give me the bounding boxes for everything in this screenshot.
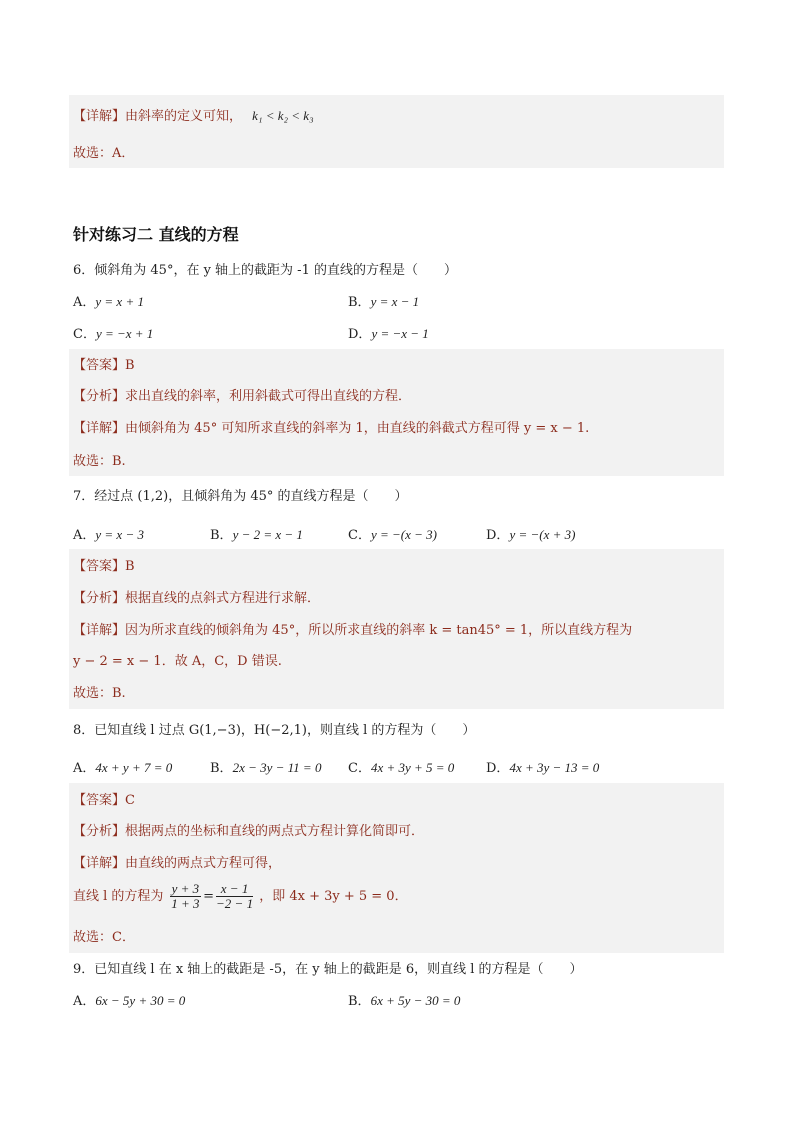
equation-suffix: ，即 4x + 3y + 5 = 0． (259, 889, 408, 904)
option-math: 2x − 3y − 11 = 0 (232, 760, 322, 775)
answer-q8 (73, 792, 135, 810)
option-math: 6x − 5y + 30 = 0 (95, 993, 186, 1008)
option-label: C． (348, 528, 371, 543)
option-math: 4x + y + 7 = 0 (95, 760, 173, 775)
option-math: y − 2 = x − 1 (232, 527, 303, 542)
option-math: y = x − 1 (370, 294, 420, 309)
detail-label: 【详解】 (73, 856, 126, 871)
question-stem-q8: 8．已知直线 l 过点 G(1,−3)，H(−2,1)，则直线 l 的方程为（ ） (73, 723, 476, 738)
option-label: A． (73, 994, 96, 1009)
detail-text: 因为所求直线的倾斜角为 45°，所以所求直线的斜率 k = tan45° = 1，所以直线方程为 (125, 623, 633, 638)
detail-text: 由直线的两点式方程可得， (125, 856, 282, 871)
solution-box-q6 (69, 349, 724, 476)
analysis-text: 根据两点的坐标和直线的两点式方程计算化简即可． (125, 824, 425, 839)
detail-line-q5 (73, 107, 314, 126)
fraction-numerator: y + 3 (171, 881, 200, 896)
detail-label: 【详解】 (73, 623, 126, 638)
analysis-label: 【分析】 (73, 591, 126, 606)
detail-label: 【详解】 (73, 109, 126, 124)
option-math: 4x + 3y − 13 = 0 (509, 760, 600, 775)
answer-label: 【答案】 (73, 793, 126, 808)
option-q6-b (348, 293, 419, 312)
question-stem-q7: 7．经过点 (1,2)，且倾斜角为 45° 的直线方程是（ ） (73, 489, 408, 504)
equation-q8 (73, 882, 408, 911)
option-q7-b (210, 526, 303, 545)
option-label: D． (486, 528, 510, 543)
answer-value: B (125, 358, 135, 373)
option-q6-c (73, 325, 153, 344)
answer-label: 【答案】 (73, 358, 126, 373)
answer-label: 【答案】 (73, 559, 126, 574)
option-math: y = −(x − 3) (370, 527, 437, 542)
option-label: C． (73, 327, 96, 342)
option-math: 4x + 3y + 5 = 0 (370, 760, 455, 775)
option-q9-b (348, 992, 460, 1011)
choose-q7: 故选：B. (73, 686, 126, 701)
analysis-q6 (73, 388, 411, 406)
option-q8-c (348, 759, 454, 778)
option-math: y = −(x + 3) (509, 527, 576, 542)
option-label: C． (348, 761, 371, 776)
option-q8-d (486, 759, 599, 778)
analysis-label: 【分析】 (73, 824, 126, 839)
fraction-denominator: 1 + 3 (171, 896, 200, 911)
option-math: y = x − 3 (95, 527, 144, 542)
choose-q5: 故选：A． (73, 146, 135, 161)
solution-box-q5 (69, 95, 724, 168)
detail-text: 由斜率的定义可知， (125, 109, 243, 124)
option-label: A． (73, 528, 96, 543)
analysis-text: 根据直线的点斜式方程进行求解． (125, 591, 321, 606)
option-label: A． (73, 761, 96, 776)
detail-q7-line2: y − 2 = x − 1．故 A，C，D 错误. (73, 654, 282, 669)
choose-q8: 故选：C． (73, 930, 135, 945)
option-label: A． (73, 295, 96, 310)
option-q8-a (73, 759, 172, 778)
option-q7-a (73, 526, 144, 545)
equals-sign: = (203, 889, 215, 904)
option-q6-d (348, 325, 429, 344)
option-q8-b (210, 759, 321, 778)
option-math: y = x + 1 (95, 294, 144, 309)
detail-math: k₁ < k₂ < k₃ (252, 108, 314, 123)
option-q6-a (73, 293, 144, 312)
fraction-numerator: x − 1 (216, 882, 253, 897)
question-stem-q6: 6．倾斜角为 45°，在 y 轴上的截距为 -1 的直线的方程是（ ） (73, 263, 457, 278)
detail-q7-line1 (73, 622, 632, 640)
option-label: D． (486, 761, 510, 776)
option-q9-a (73, 992, 185, 1011)
choose-q6: 故选：B. (73, 454, 126, 469)
analysis-label: 【分析】 (73, 389, 126, 404)
analysis-q8 (73, 823, 424, 841)
answer-q7 (73, 558, 135, 576)
section-title: 针对练习二 直线的方程 (73, 225, 239, 244)
detail-label: 【详解】 (73, 421, 126, 436)
detail-q6 (73, 420, 589, 438)
option-math: 6x + 5y − 30 = 0 (370, 993, 461, 1008)
option-label: B． (210, 761, 233, 776)
fraction-2 (216, 882, 253, 911)
option-math: y = −x − 1 (371, 326, 429, 341)
option-math: y = −x + 1 (95, 326, 154, 341)
answer-q6 (73, 357, 135, 375)
question-stem-q9: 9．已知直线 l 在 x 轴上的截距是 -5，在 y 轴上的截距是 6，则直线 l 的方程是（ ） (73, 962, 583, 977)
answer-value: B (125, 559, 135, 574)
detail-q8 (73, 855, 281, 873)
fraction-denominator: −2 − 1 (216, 896, 254, 911)
option-label: B． (348, 994, 371, 1009)
analysis-q7 (73, 590, 320, 608)
answer-value: C (125, 793, 135, 808)
fraction-1 (170, 882, 202, 911)
option-label: B． (348, 295, 371, 310)
detail-text: 由倾斜角为 45° 可知所求直线的斜率为 1，由直线的斜截式方程可得 y = x − 1. (125, 421, 590, 436)
option-label: D． (348, 327, 372, 342)
analysis-text: 求出直线的斜率，利用斜截式可得出直线的方程． (125, 389, 412, 404)
option-label: B． (210, 528, 233, 543)
option-q7-d (486, 526, 575, 545)
equation-prefix: 直线 l 的方程为 (73, 889, 164, 904)
option-q7-c (348, 526, 437, 545)
